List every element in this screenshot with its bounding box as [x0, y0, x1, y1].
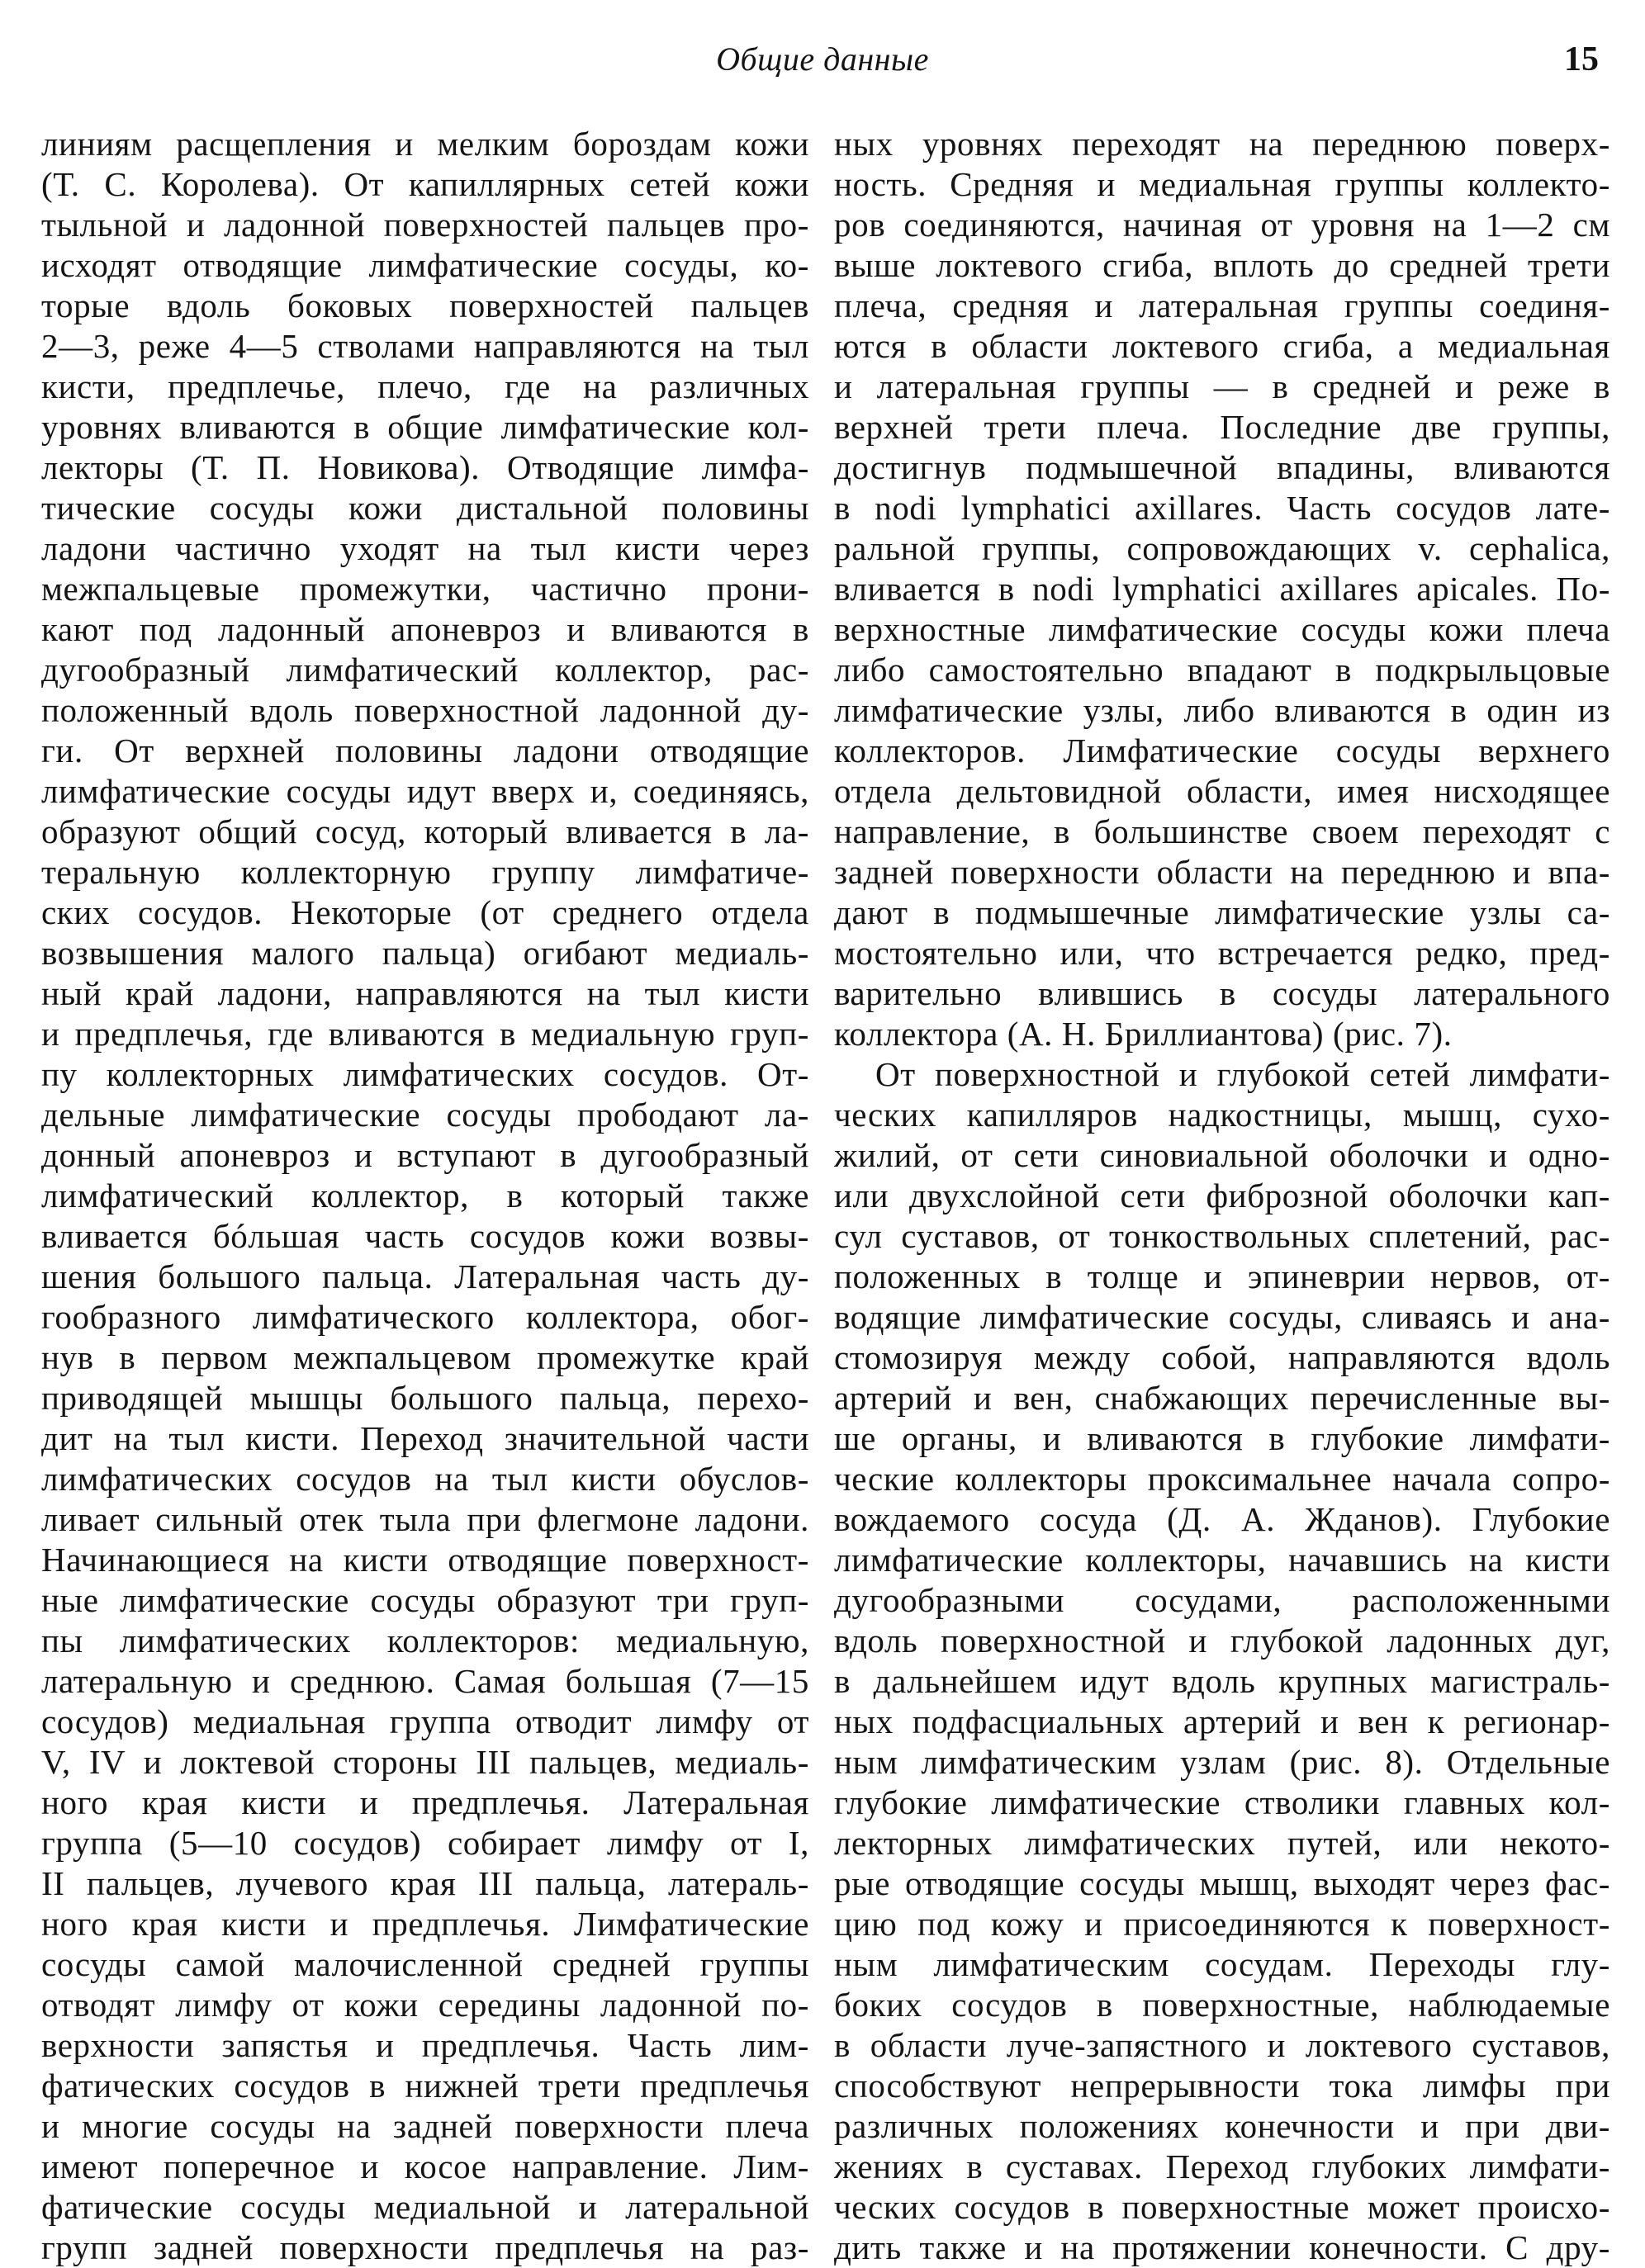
- text-line: ше органы, и вливаются в глубокие лимфати-: [834, 1419, 1610, 1457]
- text-line: ные лимфатические сосуды образуют три груп-: [41, 1581, 809, 1619]
- text-line: и предплечья, где вливаются в медиальную груп-: [41, 1015, 809, 1053]
- text-line: ность. Средняя и медиальная группы коллекто-: [834, 165, 1610, 203]
- running-header: [0, 35, 1645, 84]
- text-line: отводят лимфу от кожи середины ладонной по-: [41, 1986, 809, 2024]
- text-line: вливается в nodi lymphatici axillares apicales. По-: [834, 570, 1610, 608]
- text-line: коллектора (А. Н. Бриллиантова) (рис. 7).: [834, 1015, 1453, 1053]
- text-line: ческих капилляров надкостницы, мышц, сухо-: [834, 1096, 1610, 1134]
- text-line: дит на тыл кисти. Переход значительной части: [41, 1419, 809, 1457]
- text-line: положенный вдоль поверхностной ладонной ду-: [41, 691, 809, 729]
- text-line: ральной группы, сопровождающих v. cephalica,: [834, 529, 1610, 567]
- text-line: уровнях вливаются в общие лимфатические кол-: [41, 408, 809, 446]
- text-line: ных подфасциальных артерий и вен к регионар-: [834, 1702, 1610, 1740]
- text-line: ный край ладони, направляются на тыл кисти: [41, 974, 809, 1012]
- right-text-column: [834, 124, 1610, 2268]
- page-number: 15: [1564, 40, 1599, 78]
- text-line: гообразного лимфатического коллектора, обог-: [41, 1298, 809, 1336]
- text-line: Начинающиеся на кисти отводящие поверхност-: [41, 1541, 809, 1579]
- text-line: в nodi lymphatici axillares. Часть сосудов лате-: [834, 489, 1610, 527]
- text-line: латеральную и среднюю. Самая большая (7—15: [41, 1662, 809, 1700]
- text-line: фатических сосудов в нижней трети предплечья: [41, 2067, 809, 2105]
- text-line: варительно влившись в сосуды латерального: [834, 974, 1610, 1012]
- text-line: и многие сосуды на задней поверхности плеча: [41, 2107, 809, 2145]
- text-line: пы лимфатических коллекторов: медиальную,: [41, 1622, 809, 1660]
- text-line: тические сосуды кожи дистальной половины: [41, 489, 809, 527]
- text-line: рые отводящие сосуды мышц, выходят через фас-: [834, 1864, 1610, 1902]
- running-title: Общие данные: [716, 40, 929, 78]
- text-line: нув в первом межпальцевом промежутке край: [41, 1338, 809, 1376]
- text-line: задней поверхности области на переднюю и впа-: [834, 853, 1610, 891]
- left-text-column: [41, 124, 809, 2268]
- text-line: дугообразный лимфатический коллектор, рас-: [41, 651, 809, 689]
- text-line: лимфатические коллекторы, начавшись на кисти: [834, 1541, 1610, 1579]
- text-line: ются в области локтевого сгиба, а медиальная: [834, 327, 1610, 365]
- text-line: выше локтевого сгиба, вплоть до средней трети: [834, 246, 1610, 284]
- text-line: сосудов) медиальная группа отводит лимфу от: [41, 1702, 809, 1740]
- text-line: вдоль поверхностной и глубокой ладонных дуг,: [834, 1622, 1610, 1660]
- text-line: артерий и вен, снабжающих перечисленные вы-: [834, 1379, 1610, 1417]
- text-line: верхности запястья и предплечья. Часть лим-: [41, 2026, 809, 2064]
- text-line: ских сосудов. Некоторые (от среднего отдела: [41, 893, 809, 931]
- text-line: групп задней поверхности предплечья на раз-: [41, 2228, 809, 2266]
- text-line: От поверхностной и глубокой сетей лимфати-: [875, 1055, 1610, 1093]
- text-line: сосуды самой малочисленной средней группы: [41, 1945, 809, 1983]
- text-line: лимфатических сосудов на тыл кисти обуслов-: [41, 1460, 809, 1498]
- text-line: верхностные лимфатические сосуды кожи плеча: [834, 610, 1610, 648]
- text-line: лимфатические сосуды идут вверх и, соединяясь,: [41, 772, 809, 810]
- text-line: в области луче-запястного и локтевого суставов,: [834, 2026, 1610, 2064]
- text-line: ного края кисти и предплечья. Лимфатические: [41, 1905, 809, 1943]
- text-line: лимфатические узлы, либо вливаются в один из: [834, 691, 1610, 729]
- text-line: ных уровнях переходят на переднюю поверх-: [834, 125, 1610, 163]
- text-line: ного края кисти и предплечья. Латеральная: [41, 1783, 809, 1821]
- text-line: или двухслойной сети фиброзной оболочки кап-: [834, 1177, 1610, 1214]
- text-line: ным лимфатическим сосудам. Переходы глу-: [834, 1945, 1610, 1983]
- text-line: ческие коллекторы проксимальнее начала сопро-: [834, 1460, 1610, 1498]
- text-line: коллекторов. Лимфатические сосуды верхнего: [834, 732, 1610, 769]
- text-line: образуют общий сосуд, который вливается в ла-: [41, 812, 809, 850]
- text-line: и латеральная группы — в средней и реже в: [834, 367, 1610, 405]
- text-line: пу коллекторных лимфатических сосудов. От-: [41, 1055, 809, 1093]
- text-line: в дальнейшем идут вдоль крупных магистраль-: [834, 1662, 1610, 1700]
- text-line: достигнув подмышечной впадины, вливаются: [834, 448, 1610, 486]
- text-line: межпальцевые промежутки, частично прони-: [41, 570, 809, 608]
- text-line: фатические сосуды медиальной и латеральной: [41, 2188, 809, 2226]
- text-line: верхней трети плеча. Последние две группы,: [834, 408, 1610, 446]
- text-line: возвышения малого пальца) огибают медиаль-: [41, 934, 809, 972]
- text-line: отдела дельтовидной области, имея нисходящее: [834, 772, 1610, 810]
- text-line: сул суставов, от тонкоствольных сплетений, рас-: [834, 1217, 1610, 1255]
- text-line: торые вдоль боковых поверхностей пальцев: [41, 286, 809, 324]
- text-line: способствуют непрерывности тока лимфы при: [834, 2067, 1610, 2105]
- text-line: ги. От верхней половины ладони отводящие: [41, 732, 809, 769]
- text-line: лекторных лимфатических путей, или некото-: [834, 1824, 1610, 1862]
- text-line: жениях в суставах. Переход глубоких лимфати-: [834, 2147, 1610, 2185]
- text-line: группа (5—10 сосудов) собирает лимфу от I,: [41, 1824, 809, 1862]
- text-line: боких сосудов в поверхностные, наблюдаемые: [834, 1986, 1610, 2024]
- text-line: дить также и на протяжении конечности. С дру-: [834, 2228, 1610, 2266]
- text-line: исходят отводящие лимфатические сосуды, ко-: [41, 246, 809, 284]
- text-line: донный апоневроз и вступают в дугообразный: [41, 1136, 809, 1174]
- text-line: положенных в толще и эпиневрии нервов, от-: [834, 1257, 1610, 1295]
- text-line: теральную коллекторную группу лимфатиче-: [41, 853, 809, 891]
- text-line: жилий, от сети синовиальной оболочки и одно-: [834, 1136, 1610, 1174]
- text-line: приводящей мышцы большого пальца, перехо-: [41, 1379, 809, 1417]
- text-line: дают в подмышечные лимфатические узлы са-: [834, 893, 1610, 931]
- text-line: ческих сосудов в поверхностные может происхо-: [834, 2188, 1610, 2226]
- text-line: ливает сильный отек тыла при флегмоне ладони.: [41, 1500, 809, 1538]
- text-line: цию под кожу и присоединяются к поверхност-: [834, 1905, 1610, 1943]
- text-line: глубокие лимфатические стволики главных кол-: [834, 1783, 1610, 1821]
- text-line: либо самостоятельно впадают в подкрыльцовые: [834, 651, 1610, 689]
- text-line: тыльной и ладонной поверхностей пальцев про-: [41, 206, 809, 244]
- text-line: (Т. С. Королева). От капиллярных сетей кожи: [41, 165, 809, 203]
- text-line: вливается бóльшая часть сосудов кожи возвы-: [41, 1217, 809, 1255]
- text-line: дельные лимфатические сосуды прободают ла-: [41, 1096, 809, 1134]
- text-line: мостоятельно или, что встречается редко, пред-: [834, 934, 1610, 972]
- text-line: II пальцев, лучевого края III пальца, латераль-: [41, 1864, 809, 1902]
- text-line: ным лимфатическим узлам (рис. 8). Отдельные: [834, 1743, 1610, 1781]
- text-line: кают под ладонный апоневроз и вливаются в: [41, 610, 809, 648]
- text-line: различных положениях конечности и при дви-: [834, 2107, 1610, 2145]
- text-line: V, IV и локтевой стороны III пальцев, медиаль-: [41, 1743, 809, 1781]
- text-line: вождаемого сосуда (Д. А. Жданов). Глубокие: [834, 1500, 1610, 1538]
- text-line: 2—3, реже 4—5 стволами направляются на тыл: [41, 327, 809, 365]
- text-line: водящие лимфатические сосуды, сливаясь и ана-: [834, 1298, 1610, 1336]
- text-line: плеча, средняя и латеральная группы соединя-: [834, 286, 1610, 324]
- text-line: имеют поперечное и косое направление. Лим-: [41, 2147, 809, 2185]
- text-line: линиям расщепления и мелким бороздам кожи: [41, 125, 809, 163]
- text-line: ров соединяются, начиная от уровня на 1—2 см: [834, 206, 1610, 244]
- text-line: лекторы (Т. П. Новикова). Отводящие лимфа-: [41, 448, 809, 486]
- text-line: стомозируя между собой, направляются вдоль: [834, 1338, 1610, 1376]
- text-line: направление, в большинстве своем переходят с: [834, 812, 1610, 850]
- text-line: шения большого пальца. Латеральная часть ду-: [41, 1257, 809, 1295]
- text-line: кисти, предплечье, плечо, где на различных: [41, 367, 809, 405]
- text-line: ладони частично уходят на тыл кисти через: [41, 529, 809, 567]
- text-line: дугообразными сосудами, расположенными: [834, 1581, 1610, 1619]
- text-line: лимфатический коллектор, в который также: [41, 1177, 809, 1214]
